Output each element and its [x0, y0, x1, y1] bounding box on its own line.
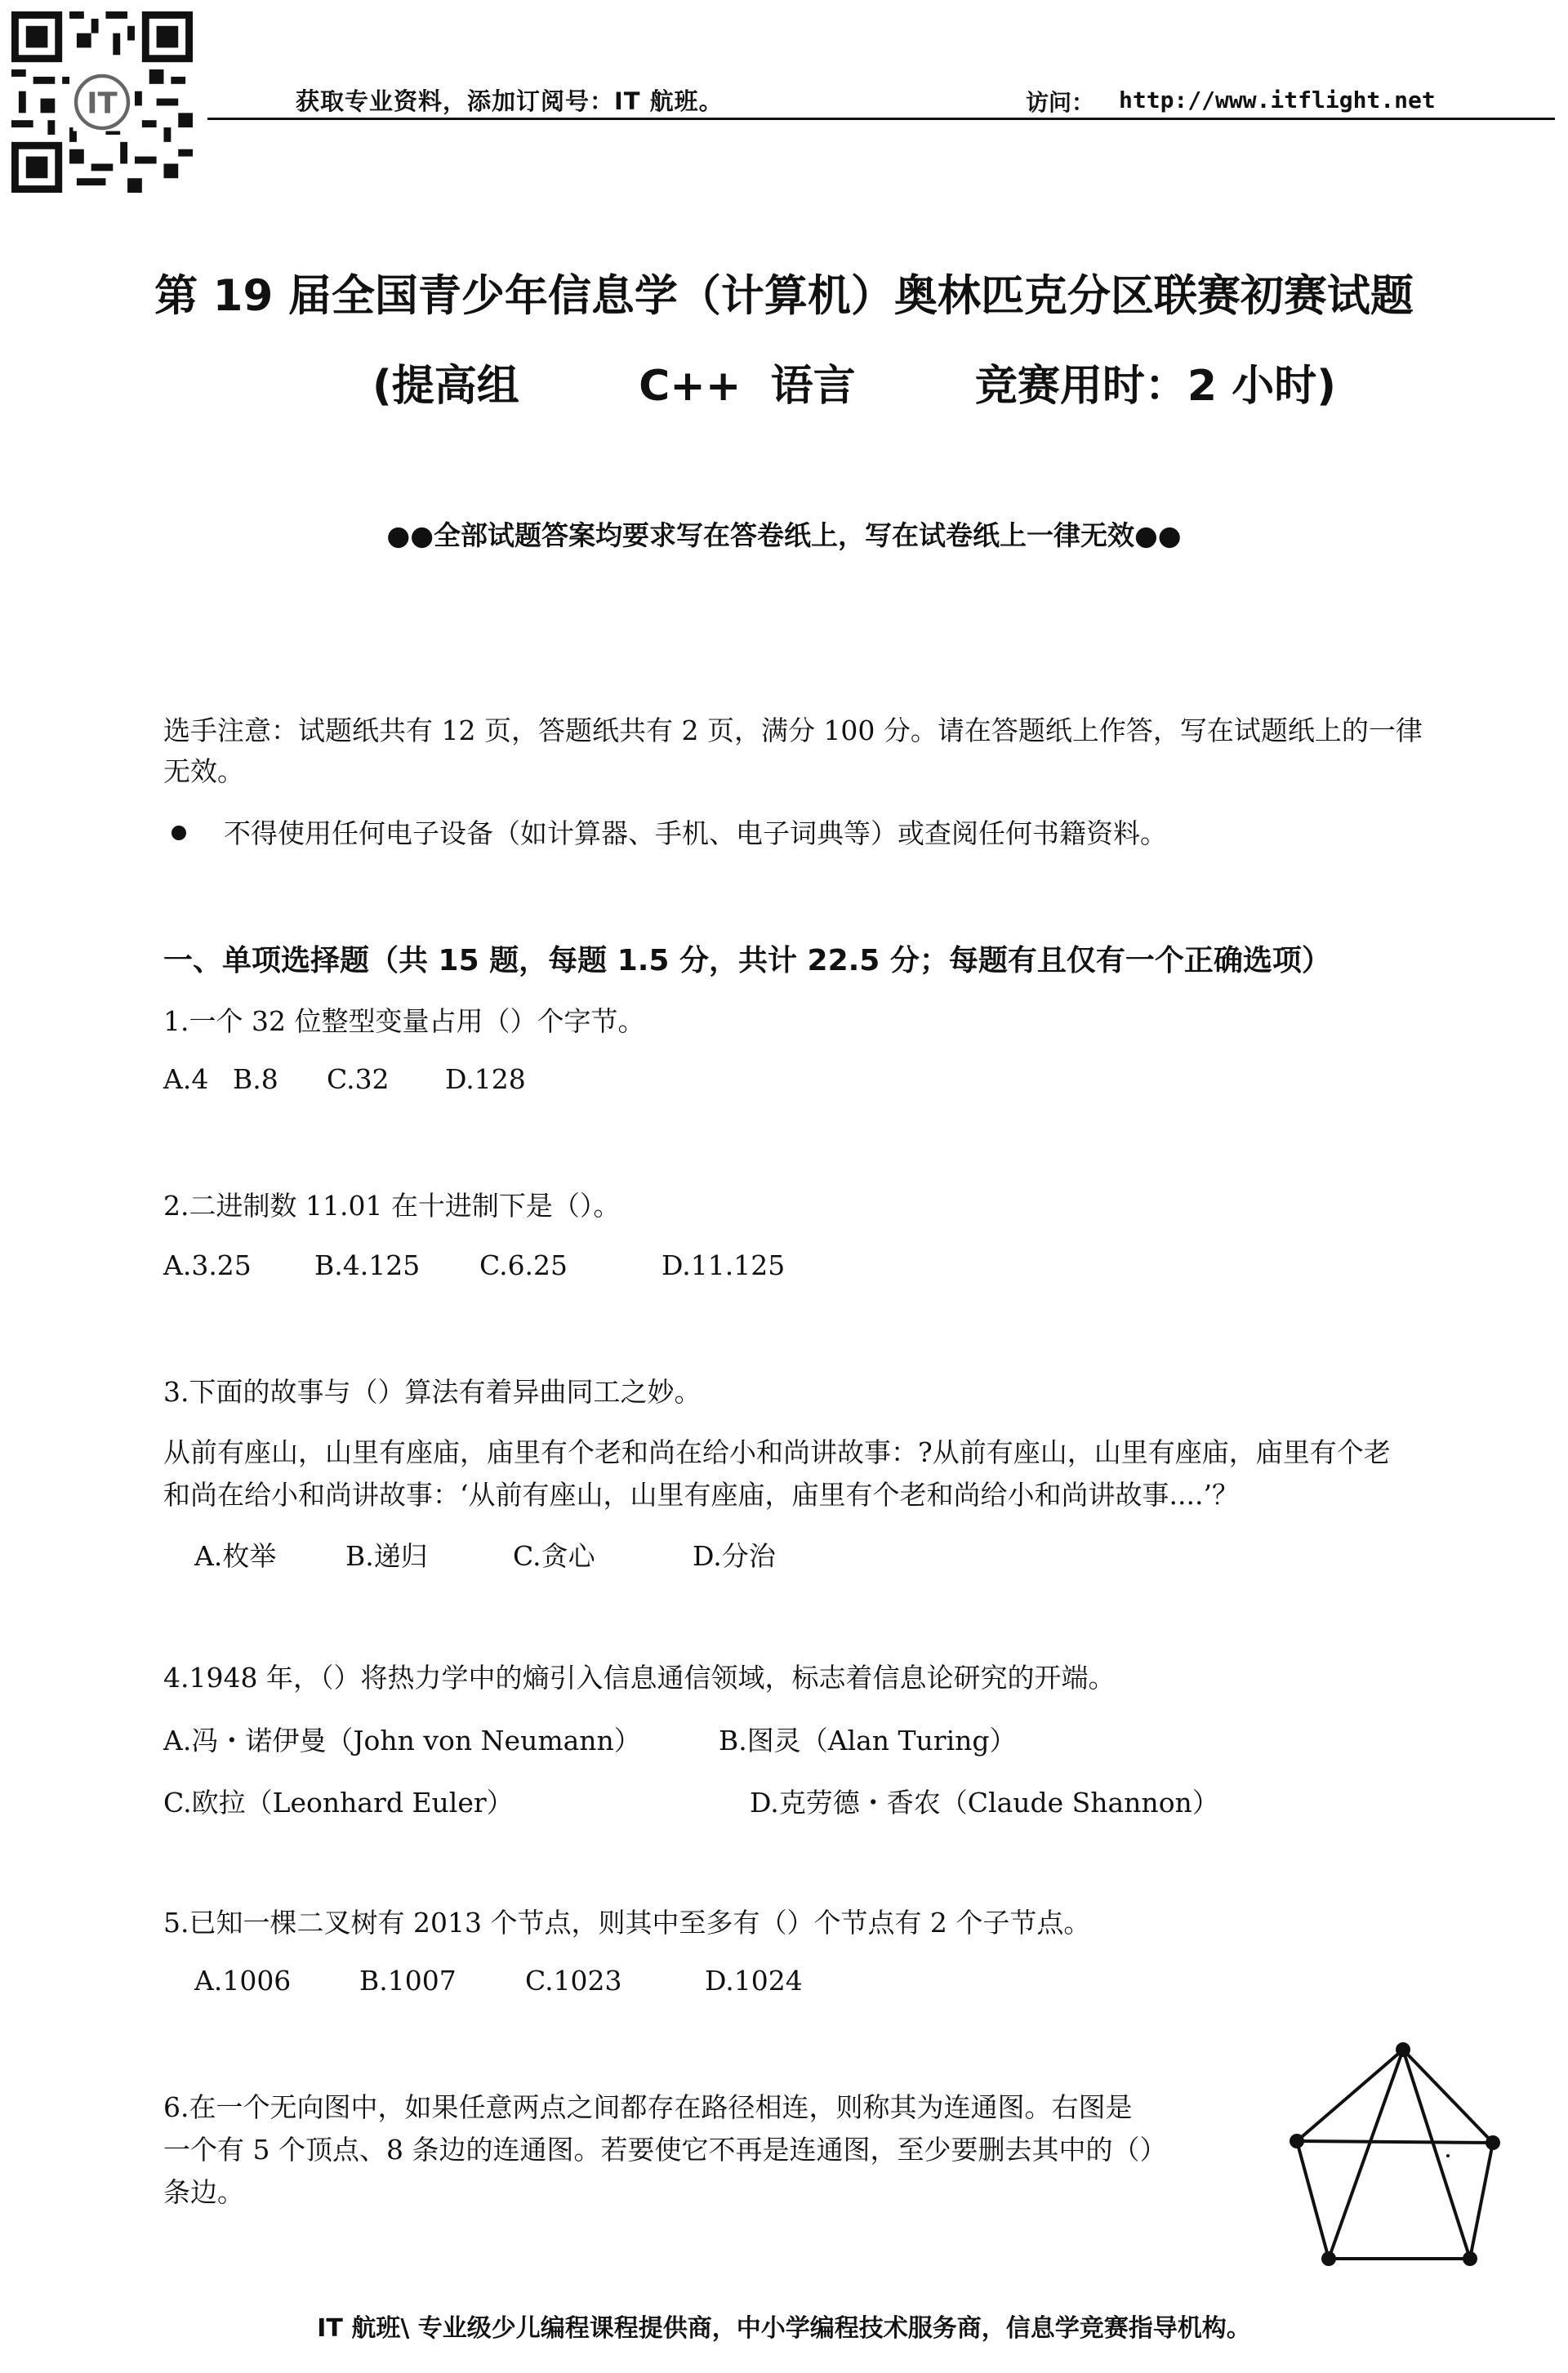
qr-code: [11, 11, 193, 193]
option-b: B.图灵（Alan Turing）: [719, 1725, 1017, 1756]
instructions-line1: 选手注意：试题纸共有 12 页，答题纸共有 2 页，满分 100 分。请在答题纸上作答，写在试题纸上的一律: [163, 715, 1423, 746]
option-c: C.欧拉（Leonhard Euler）: [163, 1787, 514, 1819]
page-footer: IT 航班\ 专业级少儿编程课程提供商，中小学编程技术服务商，信息学竞赛指导机构。: [317, 2314, 1251, 2343]
graph-edge: [1403, 2050, 1470, 2259]
header-visit-label: 访问：: [1026, 89, 1095, 116]
page-subtitle: [372, 351, 1336, 412]
subtitle-time: 竞赛用时：2 小时): [974, 362, 1336, 411]
option-b: B.8: [233, 1063, 278, 1095]
page-title: 第 19 届全国青少年信息学（计算机）奥林匹克分区联赛初赛试题: [154, 271, 1414, 321]
bullet-icon: [172, 826, 186, 840]
option-d: D.克劳德・香农（Claude Shannon）: [750, 1787, 1219, 1819]
option-c: C.6.25: [479, 1249, 568, 1281]
option-c: C.1023: [525, 1965, 622, 1997]
option-d: D.1024: [705, 1965, 803, 1997]
option-b: B.1007: [359, 1965, 457, 1997]
graph-dot-mark: [1446, 2154, 1450, 2157]
header-url: http://www.itflight.net: [1119, 87, 1436, 114]
option-a: A.3.25: [163, 1249, 252, 1281]
option-b: B.4.125: [314, 1249, 421, 1281]
question-3-stem: 3.下面的故事与（）算法有着异曲同工之妙。: [163, 1376, 702, 1408]
connected-graph-figure: [1282, 2041, 1503, 2270]
header-divider: [207, 118, 1555, 120]
option-d: D.分治: [693, 1540, 776, 1572]
question-3-body-line1: 从前有座山，山里有座庙，庙里有个老和尚在给小和尚讲故事：?从前有座山，山里有座庙，庙里有个老: [163, 1436, 1391, 1468]
option-c: C.32: [327, 1063, 390, 1095]
question-6-line3: 条边。: [163, 2176, 244, 2208]
option-a: A.枚举: [194, 1540, 277, 1572]
question-1-stem: 1.一个 32 位整型变量占用（）个字节。: [163, 1005, 645, 1037]
question-3-options: [194, 1535, 776, 1574]
option-c: C.贪心: [513, 1540, 595, 1572]
instructions-line2: 无效。: [163, 755, 244, 787]
question-2-stem: 2.二进制数 11.01 在十进制下是（）。: [163, 1190, 621, 1222]
graph-vertex: [1290, 2134, 1304, 2148]
question-4-stem: 4.1948 年，（）将热力学中的熵引入信息通信领域，标志着信息论研究的开端。: [163, 1662, 1116, 1694]
qr-logo: IT: [87, 87, 118, 121]
graph-edge: [1297, 2141, 1329, 2259]
instructions-bullet: 不得使用任何电子设备（如计算器、手机、电子词典等）或查阅任何书籍资料。: [224, 817, 1167, 849]
section-heading: 一、单项选择题（共 15 题，每题 1.5 分，共计 22.5 分；每题有且仅有一个正确选项）: [163, 944, 1331, 977]
question-5-stem: 5.已知一棵二叉树有 2013 个节点，则其中至多有（）个节点有 2 个子节点。: [163, 1907, 1091, 1939]
option-b: B.递归: [345, 1540, 428, 1572]
subtitle-language: C++ 语言: [639, 362, 856, 411]
answer-sheet-notice: ●●全部试题答案均要求写在答卷纸上，写在试卷纸上一律无效●●: [386, 519, 1182, 551]
graph-vertex: [1396, 2042, 1410, 2057]
graph-vertex: [1463, 2251, 1477, 2266]
subtitle-group: (提高组: [372, 362, 519, 411]
graph-vertex: [1321, 2251, 1336, 2266]
question-4-options-row1: [163, 1720, 1017, 1758]
question-6-line2: 一个有 5 个顶点、8 条边的连通图。若要使它不再是连通图，至少要删去其中的（）: [163, 2134, 1167, 2166]
question-5-options: [194, 1965, 803, 1997]
option-a: A.4: [163, 1063, 209, 1095]
question-2-options: [163, 1249, 785, 1281]
option-a: A.1006: [194, 1965, 292, 1997]
question-4-options-row2: [163, 1782, 1219, 1820]
graph-vertex: [1486, 2135, 1500, 2150]
option-d: D.128: [445, 1063, 526, 1095]
graph-edge: [1470, 2143, 1493, 2259]
question-3-body-line2: 和尚在给小和尚讲故事：‘从前有座山，山里有座庙，庙里有个老和尚给小和尚讲故事....’？: [163, 1479, 1239, 1511]
option-d: D.11.125: [662, 1249, 786, 1281]
question-1-options: [163, 1063, 526, 1095]
option-a: A.冯・诺伊曼（John von Neumann）: [163, 1725, 641, 1756]
header-tagline: 获取专业资料，添加订阅号：IT 航班。: [296, 87, 724, 115]
question-6-line1: 6.在一个无向图中，如果任意两点之间都存在路径相连，则称其为连通图。右图是: [163, 2091, 1133, 2123]
graph-edge: [1297, 2141, 1493, 2143]
